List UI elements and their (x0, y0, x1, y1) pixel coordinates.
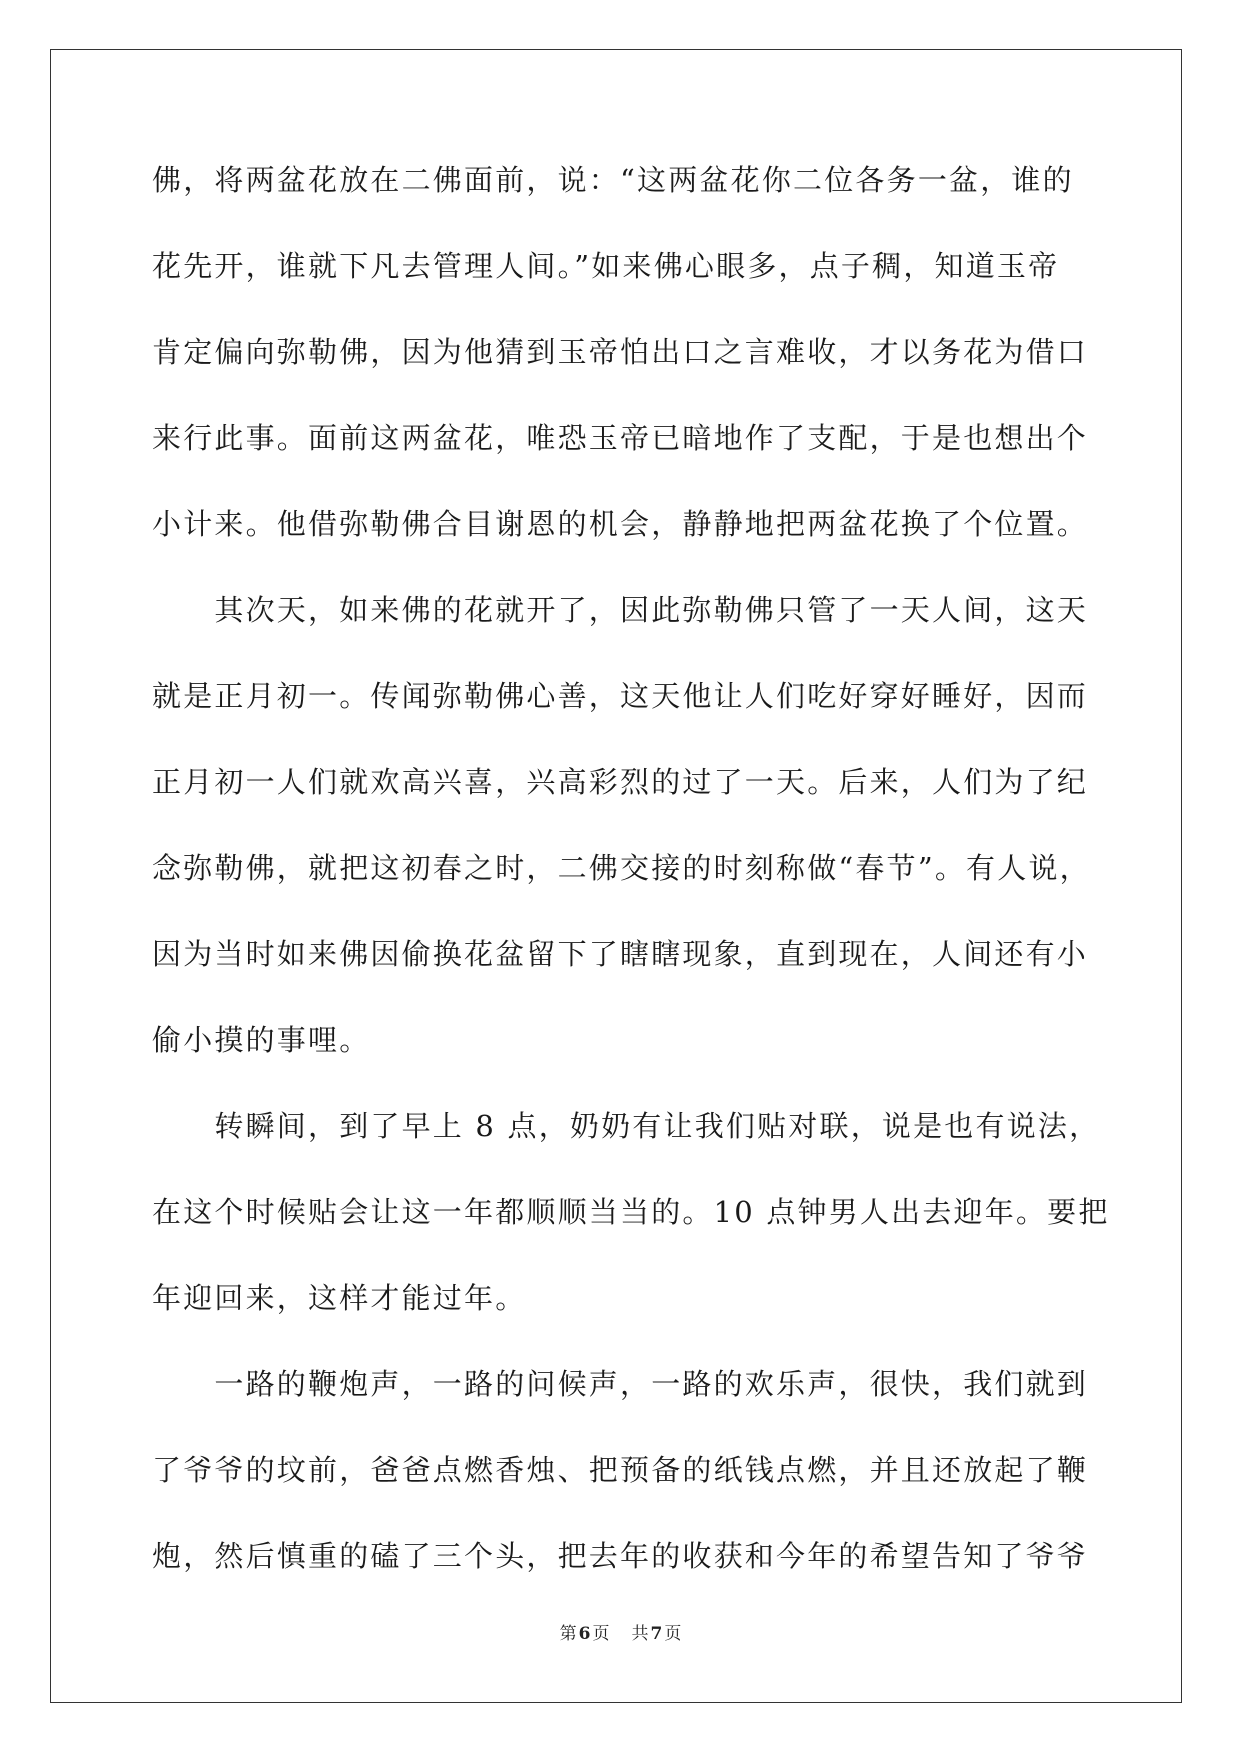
text-line: 因为当时如来佛因偷换花盆留下了瞎瞎现象，直到现在，人间还有小 (152, 937, 1089, 971)
text-line: 花先开，谁就下凡去管理人间。”如来佛心眼多，点子稠，知道玉帝 (152, 249, 1060, 283)
text-line: 了爷爷的坟前，爸爸点燃香烛、把预备的纸钱点燃，并且还放起了鞭 (152, 1453, 1089, 1487)
text-line: 年迎回来，这样才能过年。 (152, 1281, 527, 1315)
text-line: 其次天，如来佛的花就开了，因此弥勒佛只管了一天人间，这天 (152, 593, 1089, 627)
text-line: 一路的鞭炮声，一路的问候声，一路的欢乐声，很快，我们就到 (152, 1367, 1089, 1401)
document-body (152, 155, 1110, 1617)
text-line: 正月初一人们就欢高兴喜，兴高彩烈的过了一天。后来，人们为了纪 (152, 765, 1089, 799)
footer-total-prefix: 共 (631, 1624, 649, 1644)
text-line: 佛，将两盆花放在二佛面前，说：“这两盆花你二位各务一盆，谁的 (152, 163, 1074, 197)
footer-page-suffix: 页 (592, 1624, 610, 1644)
footer-prefix: 第 (559, 1624, 577, 1644)
page-footer (0, 1622, 1241, 1646)
paragraph-1 (152, 155, 1092, 585)
text-line: 来行此事。面前这两盆花，唯恐玉帝已暗地作了支配，于是也想出个 (152, 421, 1089, 455)
footer-total-suffix: 页 (664, 1624, 682, 1644)
page-number: 6 (578, 1624, 591, 1644)
paragraph-4 (152, 1359, 1092, 1617)
paragraph-3 (152, 1101, 1110, 1359)
text-line: 肯定偏向弥勒佛，因为他猜到玉帝怕出口之言难收，才以务花为借口 (152, 335, 1089, 369)
text-line: 转瞬间，到了早上 8 点，奶奶有让我们贴对联，说是也有说法， (152, 1109, 1101, 1143)
text-line: 在这个时候贴会让这一年都顺顺当当的。10 点钟男人出去迎年。要把 (152, 1195, 1110, 1229)
text-line: 念弥勒佛，就把这初春之时，二佛交接的时刻称做“春节”。有人说， (152, 851, 1091, 885)
text-line: 就是正月初一。传闻弥勒佛心善，这天他让人们吃好穿好睡好，因而 (152, 679, 1089, 713)
text-line: 炮，然后慎重的磕了三个头，把去年的收获和今年的希望告知了爷爷 (152, 1539, 1089, 1573)
text-line: 小计来。他借弥勒佛合目谢恩的机会，静静地把两盆花换了个位置。 (152, 507, 1089, 541)
paragraph-2 (152, 585, 1092, 1101)
text-line: 偷小摸的事哩。 (152, 1023, 371, 1057)
total-pages: 7 (650, 1624, 663, 1644)
